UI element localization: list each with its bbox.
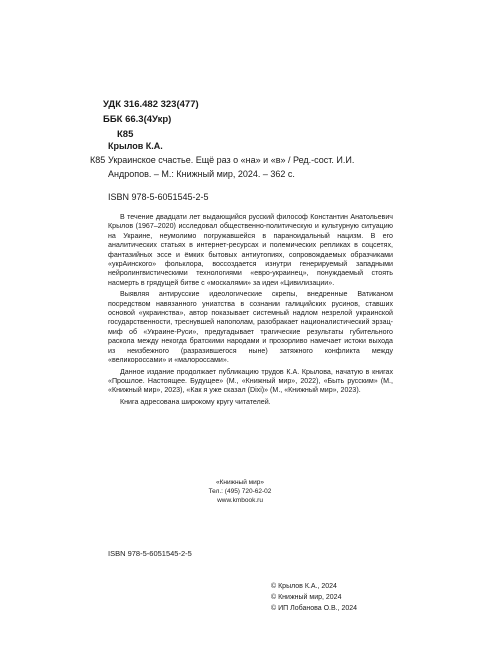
copyright-notices: [271, 581, 357, 614]
annotation-paragraph-4: Книга адресована широкому кругу читателей.: [120, 397, 271, 406]
author-mark: К85: [117, 129, 134, 140]
annotation-paragraph-2: Выявляя антирусские идеологические скрепы, внедренные Ватиканом посредством навязанного униатства в сознании галицийских русинов, ставших основой «украинства», автор показывает системный надлом незрелой украинской государственности, треснувшей напополам, разобракает националистический эрзац-миф об «Украине-Руси», предугадывает трагические результаты губительного раскола между некогда братскими народами и прозорливо намечает истоки выхода из неизбежного (разразившегося ныне) затяжного конфликта между «великороссами» и «малороссами».: [108, 290, 393, 365]
publisher-site: www.kmbook.ru: [217, 497, 263, 504]
bibliographic-entry: [108, 139, 393, 204]
annotation-paragraph-1: В течение двадцати лет выдающийся русский философ Константин Анатольевич Крылов (1967–2020) исследовал общественно-политическую и культурную ситуацию на Украине, неумолимо погружавшейся в параноидальный нацизм. В его аналитических статьях в интернет-ресурсах и полемических репликах в соцсетях, фантазийных эссе и ёмких бытовых антиутопиях, сопровождаемых образчиками «укрАинского» фольклора, воссоздается изнутри генерируемый западными нейролингвистическими технологиями «евро-украинец», понуждаемый стоять насмерть в грядущей битве с «москалями» за идеи «Цивилизации».: [108, 213, 393, 287]
copyright-author: © Крылов К.А., 2024: [271, 583, 337, 590]
entry-author: Крылов К.А.: [108, 141, 163, 151]
bbk-code: ББК 66.3(4Укр): [103, 114, 172, 125]
entry-isbn: ISBN 978-5-6051545-2-5: [108, 192, 209, 202]
annotation-paragraph-3: Данное издание продолжает публикацию трудов К.А. Крылова, начатую в книгах «Прошлое. Настоящее. Будущее» (М., «Книжный мир», 2022), «Быть русским» (М., «Книжный мир», 2023), «Как я уже сказал (Dixi)» (М., «Книжный мир», 2023).: [108, 367, 393, 395]
annotation: [108, 213, 393, 409]
isbn-bottom: ISBN 978-5-6051545-2-5: [108, 549, 192, 558]
classification-codes: [103, 97, 199, 142]
copyright-publisher: © Книжный мир, 2024: [271, 594, 342, 601]
udk-code: УДК 316.482 323(477): [103, 99, 199, 110]
publisher-name: «Книжный мир»: [216, 479, 264, 486]
publisher-info: [0, 478, 480, 505]
copyright-ip: © ИП Лобанова О.В., 2024: [271, 605, 358, 612]
author-mark-side: К85: [90, 155, 106, 165]
entry-text: Украинское счастье. Ещё раз о «на» и «в» / Ред.-сост. И.И. Андропов. – М.: Книжный мир, 2024. – 362 с.: [108, 155, 355, 179]
publisher-phone: Тел.: (495) 720-62-02: [208, 488, 272, 495]
